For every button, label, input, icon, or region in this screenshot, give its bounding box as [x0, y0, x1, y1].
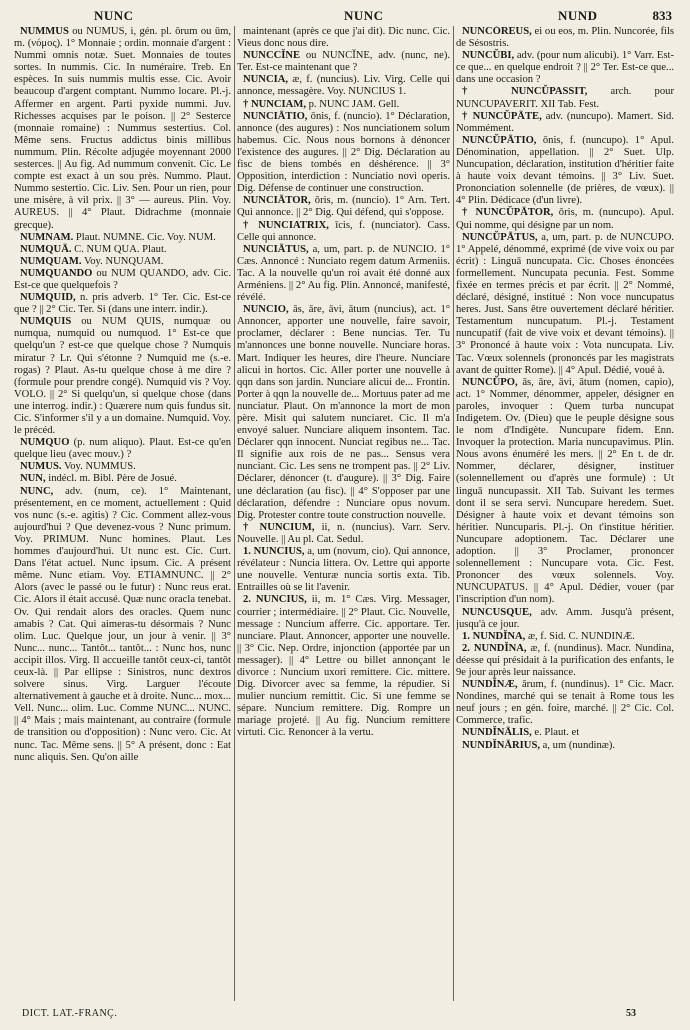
entry-definition: ās, āre, āvi, ātum (nomen, capio), act. 1° Nommer, dénommer, appeler, désigner en paroles, invoquer : Quem turba nuncupat Indigetem. Ov. (Dieu) que le peuple désigne sous le nom d'Indigète. Nuncupare fidem. Enn. Invoquer la protection. Maria nuncupavimus. Plin. Nous avons énuméré les mers. || 2° En t. de dr. Nommer, déclarer, désigner, instituer (solennellement ou d'après une formule) : Ut linguā nuncupassit. XII Tab. Suivant les termes dont il se sera servi. Nuncupare heredem. Suet. Désigner à haute voix et devant témoins son héritier. Nuncuparis. Pl.-j. On t'institue héritier. Nuncupare adoptionem. Tac. Déclarer une adoption. || 3° Proclamer, prononcer solennellement : Nuncupare vota. Cic. Fest. Prononcer des vœux solennels. Voy. NUNCUPATUS. || 4° Apul. Dédier, vouer (par l'inscription d'un nom). — [456, 376, 674, 606]
dictionary-entry — [456, 50, 674, 86]
entry-definition: ou NUNCĬNE, adv. (nunc, ne). Ter. Est-ce maintenant que ? — [237, 50, 450, 74]
entry-definition: īcis, f. (nunciator). Cass. Celle qui annonce. — [237, 219, 450, 243]
entry-headword: 1. NUNDĬNA, — [462, 630, 526, 642]
entry-definition: ii, n. (nuncius). Varr. Serv. Nouvelle. || Au pl. Cat. Sedul. — [237, 521, 450, 545]
entry-headword: NUMNAM. — [20, 231, 74, 243]
dictionary-entry — [456, 679, 674, 727]
entry-headword: NUNC, — [20, 485, 54, 497]
entry-headword: 2. NUNCIUS, — [243, 594, 307, 606]
entry-definition: æ, f. (nundinus). Macr. Nundina, déesse qui présidait à la purification des enfants, le 9e jour après leur naissance. — [456, 642, 674, 678]
entry-definition: æ, f. (nuncius). Liv. Virg. Celle qui annonce, messagère. Voy. NUNCIUS 1. — [237, 74, 450, 98]
dictionary-entry — [456, 111, 674, 135]
running-head-center: NUNC — [344, 8, 384, 23]
entry-definition: adv. (nuncupo). Mamert. Sid. Nommément. — [456, 110, 674, 134]
entry-definition: æ, f. Sid. C. NUNDINÆ. — [527, 630, 635, 642]
running-head-left: NUNC — [94, 8, 134, 23]
dictionary-entry — [456, 86, 674, 110]
entry-definition: (p. num aliquo). Plaut. Est-ce qu'en quelque lieu (avec mouv.) ? — [14, 437, 231, 461]
entry-headword: NUNCŬPĀTUS, — [462, 231, 538, 243]
dictionary-entry — [456, 207, 674, 231]
entry-definition: maintenant (après ce que j'ai dit). Dic nunc. Cic. Vieus donc nous dire. — [237, 26, 450, 50]
dictionary-entry — [237, 111, 450, 196]
dictionary-entry — [14, 256, 231, 268]
entry-headword: NUMQUIS — [20, 316, 72, 328]
dictionary-entry — [14, 244, 231, 256]
column-3 — [456, 26, 674, 1001]
entry-definition: Plaut. NUMNE. Cic. Voy. NUM. — [75, 231, 216, 243]
dictionary-entry — [14, 437, 231, 461]
entry-definition: a, um (nundinæ). — [542, 739, 616, 751]
column-divider-1 — [234, 26, 235, 1001]
dictionary-entry — [237, 546, 450, 594]
entry-definition: arch. pour NUNCUPAVERIT. XII Tab. Fest. — [456, 86, 674, 110]
entry-definition: indécl. m. Bibl. Père de Josué. — [48, 473, 177, 485]
dictionary-entry — [14, 473, 231, 485]
entry-definition: p. NUNC JAM. Gell. — [308, 98, 400, 110]
entry-headword: NUNCIĀTUS, — [243, 243, 309, 255]
column-2 — [237, 26, 450, 1001]
dictionary-entry — [456, 232, 674, 377]
entry-headword: NUNDĬNĀLIS, — [462, 727, 532, 739]
page-number: 833 — [652, 8, 672, 23]
entry-headword: † NUNCŬPASSIT, — [462, 86, 588, 98]
dictionary-entry — [237, 195, 450, 219]
dictionary-entry — [456, 607, 674, 631]
entry-headword: NUMQUID, — [20, 292, 76, 304]
entry-headword: NUNCŎREUS, — [462, 26, 532, 37]
dictionary-entry — [456, 740, 674, 752]
entry-headword: NUNCIĀTOR, — [243, 195, 311, 207]
entry-definition: a, um, part. p. de NUNCUPO. 1° Appelé, dénommé, exprimé (de vive voix ou par écrit) : Linguā nuncupata. Cic. Choses énoncées formellement. Nuncupata pecunia. Fest. Somme fixée en termes précis et par écrit. || 2° Nommé, déclaré, désigné, institué : Non voce nuncupatus heres. Just. Sans être ouvertement déclaré héritier. Testamentum nuncupatum. Pl.-j. Testament nuncupatif (fait de vive voix et devant témoins). || 3° Prononcé à haute voix : Vota nuncupata. Liv. Tac. Vœux solennels (prononcés par les magistrats avant de quitter Rome). || 4° Apul. Dédié, voué à. — [456, 231, 674, 376]
entry-headword: † NUNCIATRIX, — [243, 219, 329, 231]
dictionary-entry — [14, 268, 231, 292]
entry-headword: NUNCUSQUE, — [462, 606, 532, 618]
entry-definition: ou NŪMUS, i, gén. pl. ōrum ou ūm, m. (νόμος). 1° Monnaie ; ordin. monnaie d'argent : Nummi omnis notæ. Suet. Monnaies de toutes sortes. In nummis. Cic. In numéraire. Treb. En espèces. In suis nummis multis esse. Cic. Avoir beaucoup d'argent comptant. Nummo locare. Pl.-j. Affermer en argent. Parti pyxide nummi. Juv. Richesses acquises par le poison. || 2° Sesterce (monnaie romaine) : Nummus sestertius. Col. Même sens. Fructus addictus binis millibus nummum. Plin. Récolte adjugée moyennant 2000 sesterces. || Au fig. Ad nummum convenit. Cic. Le compte est exact à un sou près. Nummo. Plaut. Nummo sestertio. Cic. Liv. Sen. Pour un rien, pour une misère, à vil prix. || 3° — aureus. Plin. Voy. AUREUS. || 4° Plaut. Didrachme (monnaie grecque). — [14, 26, 231, 231]
entry-headword: NUNDĬNĀRIUS, — [462, 739, 540, 751]
dictionary-entry — [237, 74, 450, 98]
dictionary-entry — [14, 486, 231, 764]
dictionary-entry — [237, 99, 450, 111]
entry-definition: adv. (num, ce). 1° Maintenant, présentement, en ce moment, actuellement : Quid vos nunc (s.-e. agitis) ? Cic. Comment allez-vous aujourd'hui ? Que devenez-vous ? Nunc primum. Voy. PRIMUM. Nunc homines. Plaut. Les hommes d'aujourd'hui. Ut nunc est. Cic. Curt. Dans l'état actuel. Nunc ipsum. Cic. A présent même. Nunc etiam. Voy. ETIAMNUNC. || 2° Alors (avec le passé ou le futur) : Nunc reus erat. Cic. Alors il était accusé. Quæ nunc oracla tenebat. Ov. Qui rendait alors des oracles. Quem nunc amabis ? Cat. Qui aimeras-tu désormais ? Nunc olim. Luc. Quelque jour, un jour à venir. || 3° Nunc... nunc... Tantôt... tantôt... : Nunc hos, nunc accipit illos. Virg. Il accueille tantôt ceux-ci, tantôt ceux-là. || Par ellipse : Sinistros, nunc dextros solvere sinus. Virg. Larguer l'écoute alternativement à gauche et à droite. Nunc... mox... Vell. Nunc... olim. Luc. Comme NUNC... NUNC. || 4° Mais ; mais maintenant, au contraire (formule de transition ou d'opposition) : Nunc vero. Cic. At nunc. Tac. Même sens. || 5° A présent, donc : Eat nunc aliquis. Sen. Qu'on aille — [14, 485, 231, 763]
page-footer — [14, 1006, 676, 1024]
entry-definition: Voy. NUNQUAM. — [83, 255, 164, 267]
signature-number: 53 — [626, 1008, 636, 1019]
entry-headword: † NUNCŬPĀTE, — [462, 110, 542, 122]
entry-headword: NUN, — [20, 473, 46, 485]
entry-definition: a, um, part. p. de NUNCIO. 1° Cæs. Annoncé : Nunciato regem datum Armeniis. Tac. A la nouvelle qu'un roi avait été donné aux Arméniens. || 2° Au fig. Plin. Annoncé, manifesté, révélé. — [237, 243, 450, 304]
column-1 — [14, 26, 231, 1001]
entry-definition: n. pris adverb. 1° Ter. Cic. Est-ce que ? || 2° Cic. Ter. Si (dans une interr. indir.). — [14, 292, 231, 316]
dictionary-entry — [237, 50, 450, 74]
entry-headword: † NUNCIAM, — [243, 98, 306, 110]
entry-definition: ou NUM QUIS, numquæ ou numqua, numquid ou numquod. 1° Est-ce que quelqu'un ? est-ce que quelque chose ? Numquis miratur ? Lr. Qui s'étonne ? Numquid me (s.-e. rogas) ? Plaut. As-tu quelque chose à me dire ? (formule pour prendre congé). Numquid vis ? Voy. VOLO. || 2° Si quelqu'un, si quelque chose (dans une interrog. indir.) : Quærere num quis fundus sit. Cic. S'informer s'il y a un domaine. Numquid. Voy. le précéd. — [14, 316, 231, 437]
dictionary-entry — [456, 26, 674, 50]
column-divider-2 — [453, 26, 454, 1001]
dictionary-entry — [14, 232, 231, 244]
entry-headword: NUMMUS — [20, 26, 69, 37]
entry-headword: NUNCŬPĀTIO, — [462, 134, 537, 146]
entry-definition: adv. Amm. Jusqu'à présent, jusqu'à ce jour. — [456, 606, 674, 630]
dictionary-entry — [14, 461, 231, 473]
dictionary-entry — [14, 292, 231, 316]
entry-definition: ōris, m. (nuncio). 1° Arn. Tert. Qui annonce. || 2° Dig. Qui défend, qui s'oppose. — [237, 195, 450, 219]
dictionary-entry — [237, 522, 450, 546]
running-head-right: NUND — [558, 8, 598, 23]
dictionary-entry — [456, 727, 674, 739]
entry-headword: NUMQUAM. — [20, 255, 82, 267]
entry-definition: ei ou eos, m. Plin. Nuncorée, fils de Sésostris. — [456, 26, 674, 50]
dictionary-entry — [456, 631, 674, 643]
entry-headword: NUMQUĀ. — [20, 243, 72, 255]
dictionary-entry — [456, 377, 674, 607]
entry-definition: Voy. NUMMUS. — [63, 461, 136, 473]
entry-definition: ōnis, f. (nuncio). 1° Déclaration, annonce (des augures) : Nos nunciationem solum habemus. Cic. Nous nous bornons à dénoncer l'existence des augures. || 2° Dig. Déclaration au fisc de biens tombés en déshérence. || 3° Opposition, interdiction : Nunciatio novi operis. Dig. Défense de continuer une construction. — [237, 110, 450, 195]
entry-definition: ōnis, f. (nuncupo). 1° Apul. Dénomination, appellation. || 2° Suet. Ulp. Nuncupation, déclaration, institution d'héritier faite à haute voix devant témoins. || 3° Liv. Suet. Prononciation solennelle (de prières, de vœux). || 4° Plin. Dédicace (d'un livre). — [456, 134, 674, 207]
dictionary-entry — [237, 26, 450, 50]
entry-headword: NUNCIO, — [243, 304, 289, 316]
entry-headword: NUMQUANDO — [20, 267, 93, 279]
dictionary-entry — [456, 643, 674, 679]
entry-headword: NUNDĬNÆ, — [462, 679, 518, 691]
entry-headword: NUMQUO — [20, 437, 70, 449]
entry-definition: C. NUM QUA. Plaut. — [74, 243, 167, 255]
entry-headword: † NUNCŬPĀTOR, — [462, 207, 554, 219]
entry-headword: NUMUS. — [20, 461, 62, 473]
entry-definition: ās, āre, āvi, ātum (nuncius), act. 1° Annoncer, apporter une nouvelle, faire savoir, proclamer, déclarer : Bene nuncias. Ter. Tu m'annonces une bonne nouvelle. Nunciare horas. Mart. Indiquer les heures, dire l'heure. Nunciare alicui in hortos. Cic. Aller porter une nouvelle à qqn dans son jardin. Nunciare alicui de... Frontin. Porter à qqn la nouvelle de... Mortuus pater ad me nunciatur. Plaut. On m'annonce la mort de mon père. Misit qui salutem nunciaret. Cic. Il m'a envoyé saluer. Nunciare aliquem insontem. Tac. Déclarer qqn innocent. Nunciat regibus ne... Tac. Il signifie aux rois de ne pas... Sensus vera nunciant. Cic. Les sens ne trompent pas. || 2° Liv. Déclarer, dénoncer (t. d'augure). || 3° Dig. Faire une déclaration (au fisc). || 4° S'opposer par une déclaration, défendre : Nunciare opus novum. Dig. Protester contre toute construction nouvelle. — [237, 304, 450, 521]
entry-headword: 1. NUNCIUS, — [243, 546, 305, 558]
entry-headword: NUNCCĬNE — [243, 50, 301, 62]
dictionary-entry — [237, 244, 450, 304]
entry-definition: ōris, m. (nuncupo). Apul. Qui nomme, qui désigne par un nom. — [456, 207, 674, 231]
entry-headword: 2. NUNDĬNA, — [462, 642, 527, 654]
page-header — [18, 6, 676, 26]
entry-headword: NUNCIĀTIO, — [243, 110, 308, 122]
entry-headword: NUNCIA, — [243, 74, 289, 86]
entry-headword: NUNCŬPO, — [462, 376, 518, 388]
entry-headword: † NUNCIUM, — [243, 521, 315, 533]
entry-definition: ii, m. 1° Cæs. Virg. Messager, courrier ; intermédiaire. || 2° Plaut. Cic. Nouvelle, message : Nuncium afferre. Cic. apportare. Ter. nunciare. Plaut. Annoncer, apporter une nouvelle. || 3° Cic. Nep. Ordre, injonction (apportée par un messager). || 4° Lettre ou billet annonçant le divorce : Nuncium uxori remittere. Cic. mittere. Dig. Divorcer avec sa femme, la répudier. Si mulier nuncium remittit. Cic. Si une femme se sépare. Nuncium remittere. Dig. Rompre un mariage projeté. || Au fig. Nuncium remittere virtuti. Cic. Renoncer à la vertu. — [237, 594, 450, 739]
dictionary-entry — [237, 220, 450, 244]
signature-mark: DICT. LAT.-FRANÇ. — [22, 1008, 118, 1019]
entry-definition: adv. (pour num alicubi). 1° Varr. Est-ce que... en quelque endroit ? || 2° Ter. Est-ce que... dans une occasion ? — [456, 50, 674, 86]
dictionary-entry — [237, 304, 450, 522]
entry-definition: ārum, f. (nundinus). 1° Cic. Macr. Nondines, marché qui se tenait à Rome tous les neuf jours ; en gén. foire, marché. || 2° Cic. Col. Commerce, trafic. — [456, 679, 674, 727]
entry-headword: NUNCŬBI, — [462, 50, 515, 62]
entry-definition: ou NUM QUANDO, adv. Cic. Est-ce que quelquefois ? — [14, 267, 231, 291]
entry-definition: e. Plaut. et — [534, 727, 580, 739]
dictionary-entry — [237, 594, 450, 739]
entry-definition: a, um (novum, cio). Qui annonce, révélateur : Nuncia littera. Ov. Lettre qui apporte une nouvelle. Venturæ nuncia sortis exta. Tib. Entrailles où se lit l'avenir. — [237, 546, 450, 594]
dictionary-entry — [14, 26, 231, 232]
dictionary-entry — [14, 316, 231, 437]
dictionary-entry — [456, 135, 674, 208]
